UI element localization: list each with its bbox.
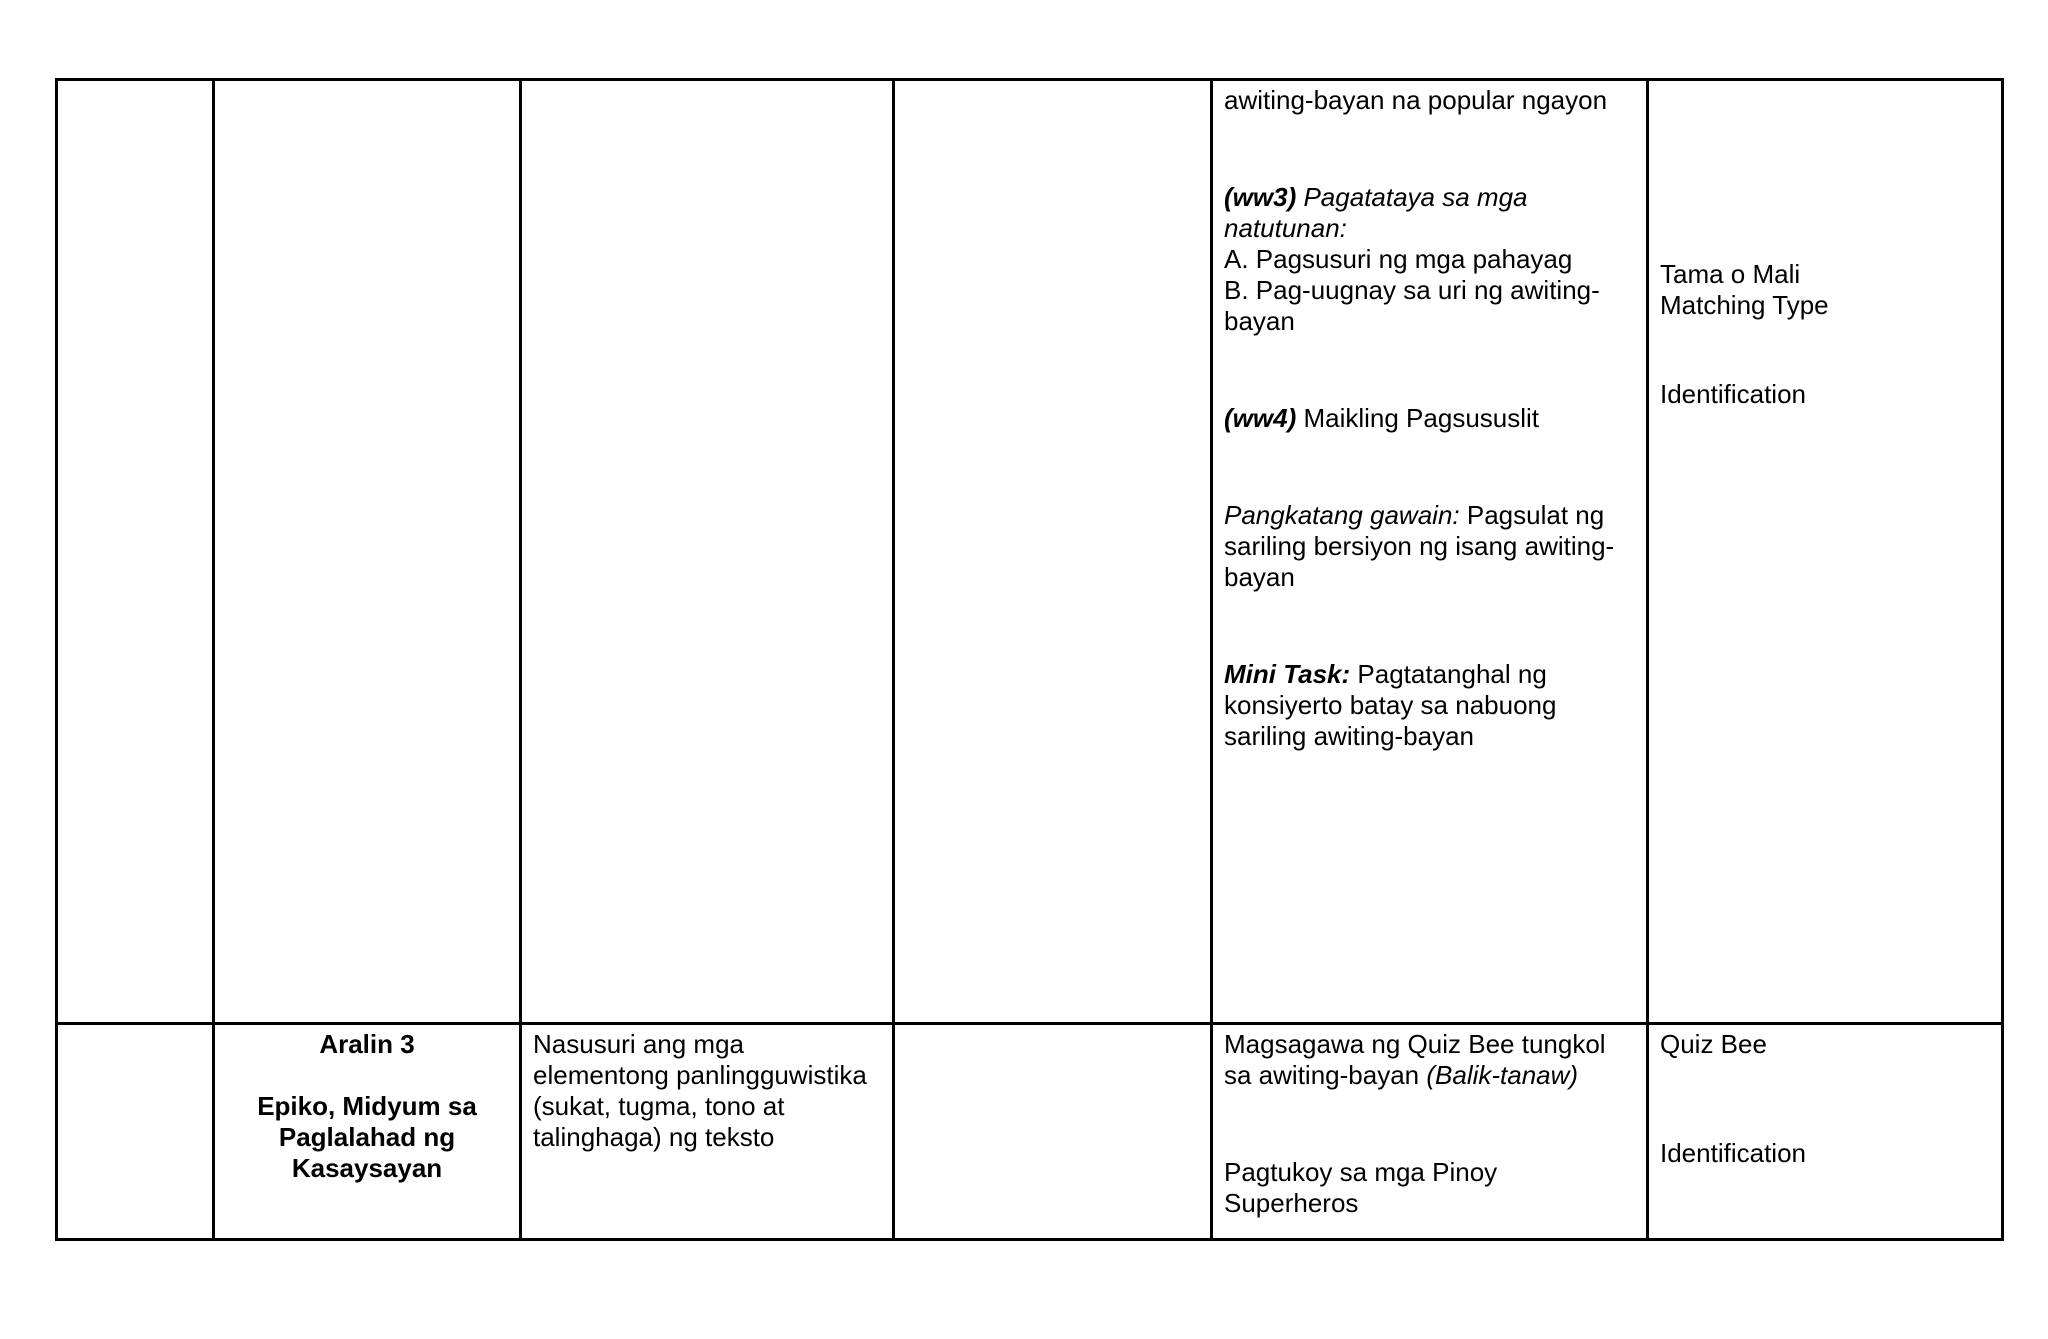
assessment-item: Matching Type — [1660, 290, 1829, 320]
mini-task-text: Pagtatanghal ng konsiyerto batay sa nabuong sariling awiting-bayan — [1224, 659, 1557, 751]
table-cell-empty — [894, 1024, 1212, 1240]
activity-item — [1224, 1029, 1635, 1091]
activities-cell — [1212, 80, 1648, 1024]
table-row — [57, 80, 2003, 1024]
ww3-item-b: B. Pag-uugnay sa uri ng awiting-bayan — [1224, 275, 1600, 336]
ww3-tag: (ww3) — [1224, 182, 1297, 212]
mini-task-label: Mini Task: — [1224, 659, 1351, 689]
ww3-title: Pagatataya sa mga natutunan: — [1224, 182, 1528, 243]
activity-item: Pagtukoy sa mga Pinoy Superheros — [1224, 1157, 1498, 1218]
table-cell-empty — [894, 80, 1212, 1024]
table-cell-empty — [214, 80, 521, 1024]
curriculum-table — [55, 78, 2004, 1241]
ww3-item-a: A. Pagsusuri ng mga pahayag — [1224, 244, 1573, 274]
assessment-item: Quiz Bee — [1660, 1029, 1767, 1059]
group-text: Pagsulat ng sariling bersiyon ng isang awiting-bayan — [1224, 500, 1615, 592]
activity-note: (Balik-tanaw) — [1426, 1060, 1579, 1090]
competency-text: Nasusuri ang mga elementong panlingguwistika (sukat, tugma, tono at talinghaga) ng teksto — [533, 1029, 867, 1152]
table-row — [57, 1024, 2003, 1240]
activities-cell — [1212, 1024, 1648, 1240]
competency-cell — [521, 1024, 894, 1240]
lesson-title: Epiko, Midyum sa Paglalahad ng Kasaysayan — [257, 1091, 477, 1183]
ww4-activity — [1224, 403, 1635, 434]
ww4-tag: (ww4) — [1224, 403, 1297, 433]
assessment-cell — [1648, 1024, 2003, 1240]
activity-text: Magsagawa ng Quiz Bee tungkol sa awiting-bayan — [1224, 1029, 1606, 1090]
ww4-text: Maikling Pagsususlit — [1303, 403, 1540, 433]
table-cell-empty — [57, 1024, 214, 1240]
group-activity — [1224, 500, 1635, 593]
assessment-item: Tama o Mali — [1660, 259, 1801, 289]
table-cell-empty — [57, 80, 214, 1024]
assessment-item: Identification — [1660, 379, 1806, 409]
group-label: Pangkatang gawain: — [1224, 500, 1460, 530]
lesson-cell — [214, 1024, 521, 1240]
table-cell-empty — [521, 80, 894, 1024]
assessment-item: Identification — [1660, 1138, 1806, 1168]
activity-continued-line: awiting-bayan na popular ngayon — [1224, 85, 1608, 115]
mini-task — [1224, 659, 1635, 752]
lesson-number: Aralin 3 — [319, 1029, 415, 1059]
assessment-cell — [1648, 80, 2003, 1024]
ww3-activity — [1224, 182, 1635, 244]
